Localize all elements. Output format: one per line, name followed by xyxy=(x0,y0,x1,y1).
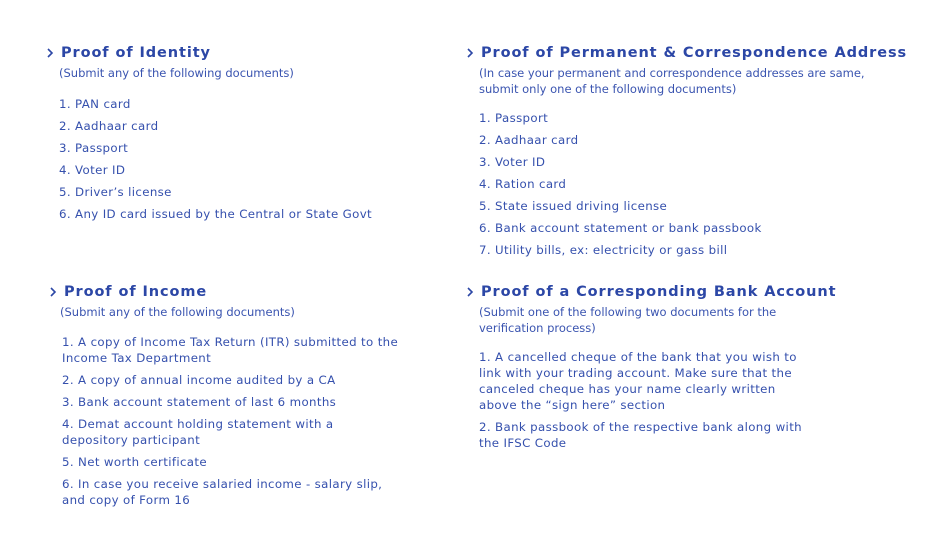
list-item: 6. Any ID card issued by the Central or State Govt xyxy=(59,206,373,221)
document-list xyxy=(62,334,448,508)
list-item: 2. Bank passbook of the respective bank along with the IFSC Code xyxy=(479,420,802,450)
section-title: Proof of Income xyxy=(64,284,208,300)
section-subtitle: (In case your permanent and correspondence addresses are same, submit only one of the following documents) xyxy=(479,66,865,96)
list-item: 5. Net worth certificate xyxy=(62,454,207,469)
list-item: 5. Driver’s license xyxy=(59,184,172,199)
list-item: 4. Ration card xyxy=(479,177,567,191)
list-item: 3. Voter ID xyxy=(479,155,546,169)
section-heading xyxy=(45,44,445,62)
section-subtitle: (Submit any of the following documents) xyxy=(60,305,295,319)
list-item: 1. A cancelled cheque of the bank that you wish to link with your trading account. Make sure that the canceled cheque has your name clearly written above the “sign here” section xyxy=(479,350,797,412)
list-item: 1. PAN card xyxy=(59,96,131,111)
list-item: 4. Voter ID xyxy=(59,162,126,177)
list-item: 2. Aadhaar card xyxy=(479,133,579,147)
list-item: 1. A copy of Income Tax Return (ITR) submitted to the Income Tax Department xyxy=(62,334,399,365)
document-list xyxy=(479,110,925,258)
chevron-right-icon xyxy=(465,285,477,299)
document-list xyxy=(479,349,885,451)
chevron-right-icon xyxy=(45,46,57,60)
section-proof-of-bank-account xyxy=(465,283,885,457)
list-item: 6. Bank account statement or bank passbook xyxy=(479,221,762,235)
list-item: 2. A copy of annual income audited by a CA xyxy=(62,372,336,387)
chevron-right-icon xyxy=(465,46,477,60)
section-subtitle: (Submit one of the following two documents for the verification process) xyxy=(479,305,777,335)
list-item: 6. In case you receive salaried income - salary slip, and copy of Form 16 xyxy=(62,476,383,507)
section-title: Proof of Permanent & Correspondence Address xyxy=(481,45,908,61)
section-proof-of-address xyxy=(465,44,925,264)
section-title: Proof of a Corresponding Bank Account xyxy=(481,284,837,300)
section-subtitle: (Submit any of the following documents) xyxy=(59,66,294,80)
section-heading xyxy=(465,44,925,62)
list-item: 2. Aadhaar card xyxy=(59,118,159,133)
document-list xyxy=(59,96,445,222)
section-heading xyxy=(465,283,885,301)
section-proof-of-identity xyxy=(45,44,445,228)
chevron-right-icon xyxy=(48,285,60,299)
list-item: 3. Passport xyxy=(59,140,129,155)
section-heading xyxy=(48,283,448,301)
list-item: 1. Passport xyxy=(479,111,549,125)
section-title: Proof of Identity xyxy=(61,45,211,61)
list-item: 3. Bank account statement of last 6 months xyxy=(62,394,337,409)
list-item: 4. Demat account holding statement with a depository participant xyxy=(62,416,334,447)
section-proof-of-income xyxy=(48,283,448,514)
list-item: 5. State issued driving license xyxy=(479,199,668,213)
list-item: 7. Utility bills, ex: electricity or gass bill xyxy=(479,243,728,257)
